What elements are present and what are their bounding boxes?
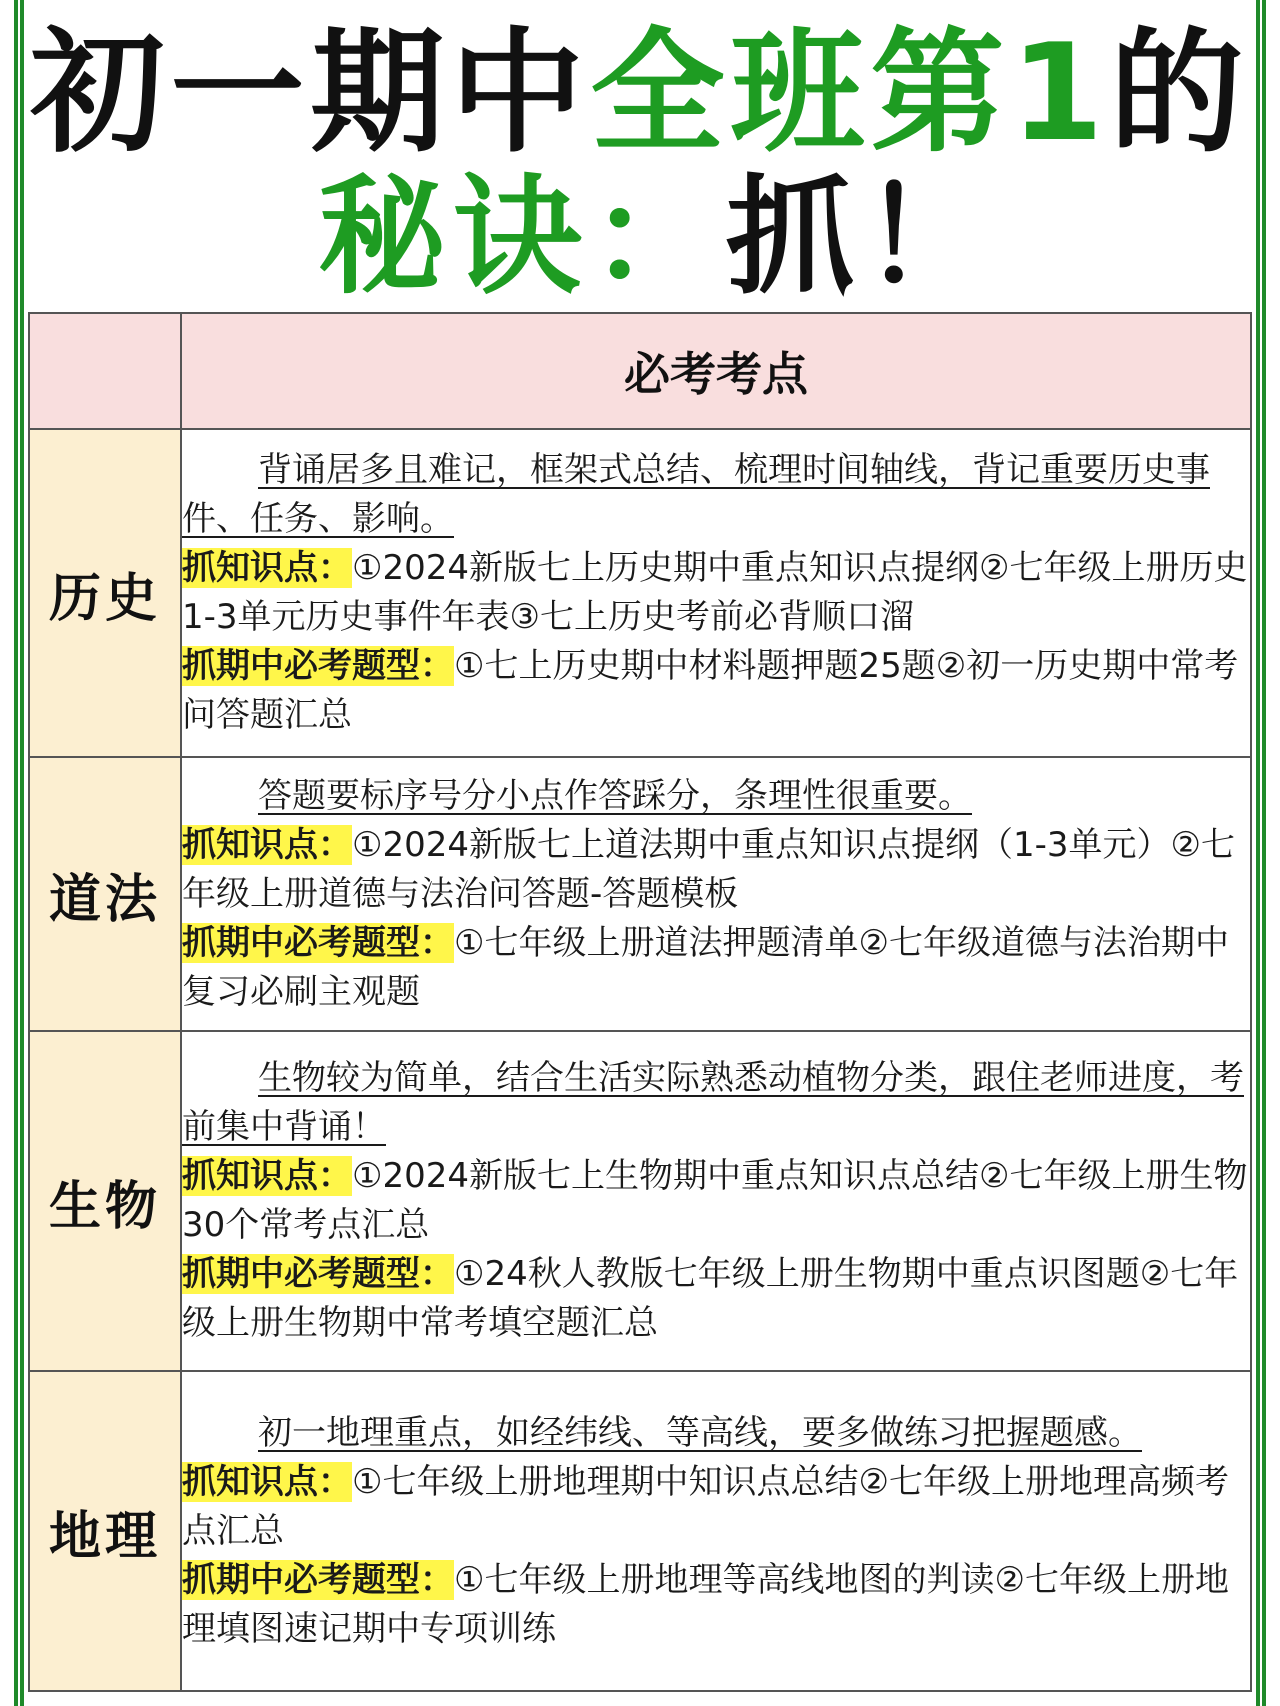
table-row xyxy=(29,1371,1251,1691)
table-row xyxy=(29,429,1251,757)
knowledge-text: ①2024新版七上道法期中重点知识点提纲（1-3单元）②七年级上册道德与法治问答题-答题模板 xyxy=(182,824,1236,914)
exam-text: ①七年级上册道法押题清单②七年级道德与法治期中复习必刷主观题 xyxy=(182,922,1229,1012)
table-header-row xyxy=(29,313,1251,429)
table-header-title: 必考考点 xyxy=(181,313,1251,429)
exam-line xyxy=(182,919,1250,1017)
knowledge-line xyxy=(182,821,1250,919)
exam-line xyxy=(182,642,1250,740)
content-cell xyxy=(181,757,1251,1031)
exam-text: ①七上历史期中材料题押题25题②初一历史期中常考问答题汇总 xyxy=(182,646,1239,735)
right-frame-border xyxy=(1256,0,1266,1706)
knowledge-label: 抓知识点： xyxy=(182,548,352,588)
summary-text: 答题要标序号分小点作答踩分，条理性很重要。 xyxy=(258,775,972,816)
knowledge-line xyxy=(182,544,1250,642)
title-line-1 xyxy=(28,15,1252,171)
exam-label: 抓期中必考题型： xyxy=(182,1559,454,1600)
content-cell xyxy=(181,429,1251,757)
subject-cell: 地理 xyxy=(29,1371,181,1691)
page-title xyxy=(28,0,1252,312)
title-part-black-b: 的 xyxy=(1109,15,1250,171)
exam-text: ①24秋人教版七年级上册生物期中重点识图题②七年级上册生物期中常考填空题汇总 xyxy=(182,1254,1239,1343)
table-row xyxy=(29,757,1251,1031)
summary-text: 生物较为简单，结合生活实际熟悉动植物分类，跟住老师进度，考前集中背诵！ xyxy=(182,1058,1244,1147)
knowledge-label: 抓知识点： xyxy=(182,824,352,865)
exam-line xyxy=(182,1250,1250,1348)
knowledge-text: ①2024新版七上历史期中重点知识点提纲②七年级上册历史1-3单元历史事件年表③七上历史考前必背顺口溜 xyxy=(182,548,1248,637)
summary-text: 背诵居多且难记，框架式总结、梳理时间轴线，背记重要历史事件、任务、影响。 xyxy=(182,450,1210,539)
knowledge-line xyxy=(182,1152,1250,1250)
content-cell xyxy=(181,1031,1251,1371)
exam-label: 抓期中必考题型： xyxy=(182,646,454,686)
summary-text: 初一地理重点，如经纬线、等高线，要多做练习把握题感。 xyxy=(258,1412,1142,1453)
title-line-2 xyxy=(318,163,999,312)
exam-label: 抓期中必考题型： xyxy=(182,922,454,963)
exam-label: 抓期中必考题型： xyxy=(182,1254,454,1294)
subject-cell: 历史 xyxy=(29,429,181,757)
subject-cell: 道法 xyxy=(29,757,181,1031)
exam-text: ①七年级上册地理等高线地图的判读②七年级上册地理填图速记期中专项训练 xyxy=(182,1559,1229,1649)
exam-points-table xyxy=(28,312,1252,1692)
subject-cell: 生物 xyxy=(29,1031,181,1371)
header-empty-cell xyxy=(29,313,181,429)
content-cell xyxy=(181,1371,1251,1691)
knowledge-text: ①2024新版七上生物期中重点知识点总结②七年级上册生物30个常考点汇总 xyxy=(182,1156,1248,1245)
title-part-green: 全班第1 xyxy=(590,15,1110,171)
knowledge-label: 抓知识点： xyxy=(182,1156,352,1196)
left-frame-border xyxy=(14,0,24,1706)
knowledge-label: 抓知识点： xyxy=(182,1461,352,1502)
exam-line xyxy=(182,1556,1250,1654)
knowledge-text: ①七年级上册地理期中知识点总结②七年级上册地理高频考点汇总 xyxy=(182,1461,1229,1551)
title-part-black-a: 初一期中 xyxy=(30,15,591,171)
title-part-grab: 抓！ xyxy=(726,163,999,312)
table-row xyxy=(29,1031,1251,1371)
knowledge-line xyxy=(182,1458,1250,1556)
title-part-secret: 秘诀： xyxy=(318,163,727,312)
